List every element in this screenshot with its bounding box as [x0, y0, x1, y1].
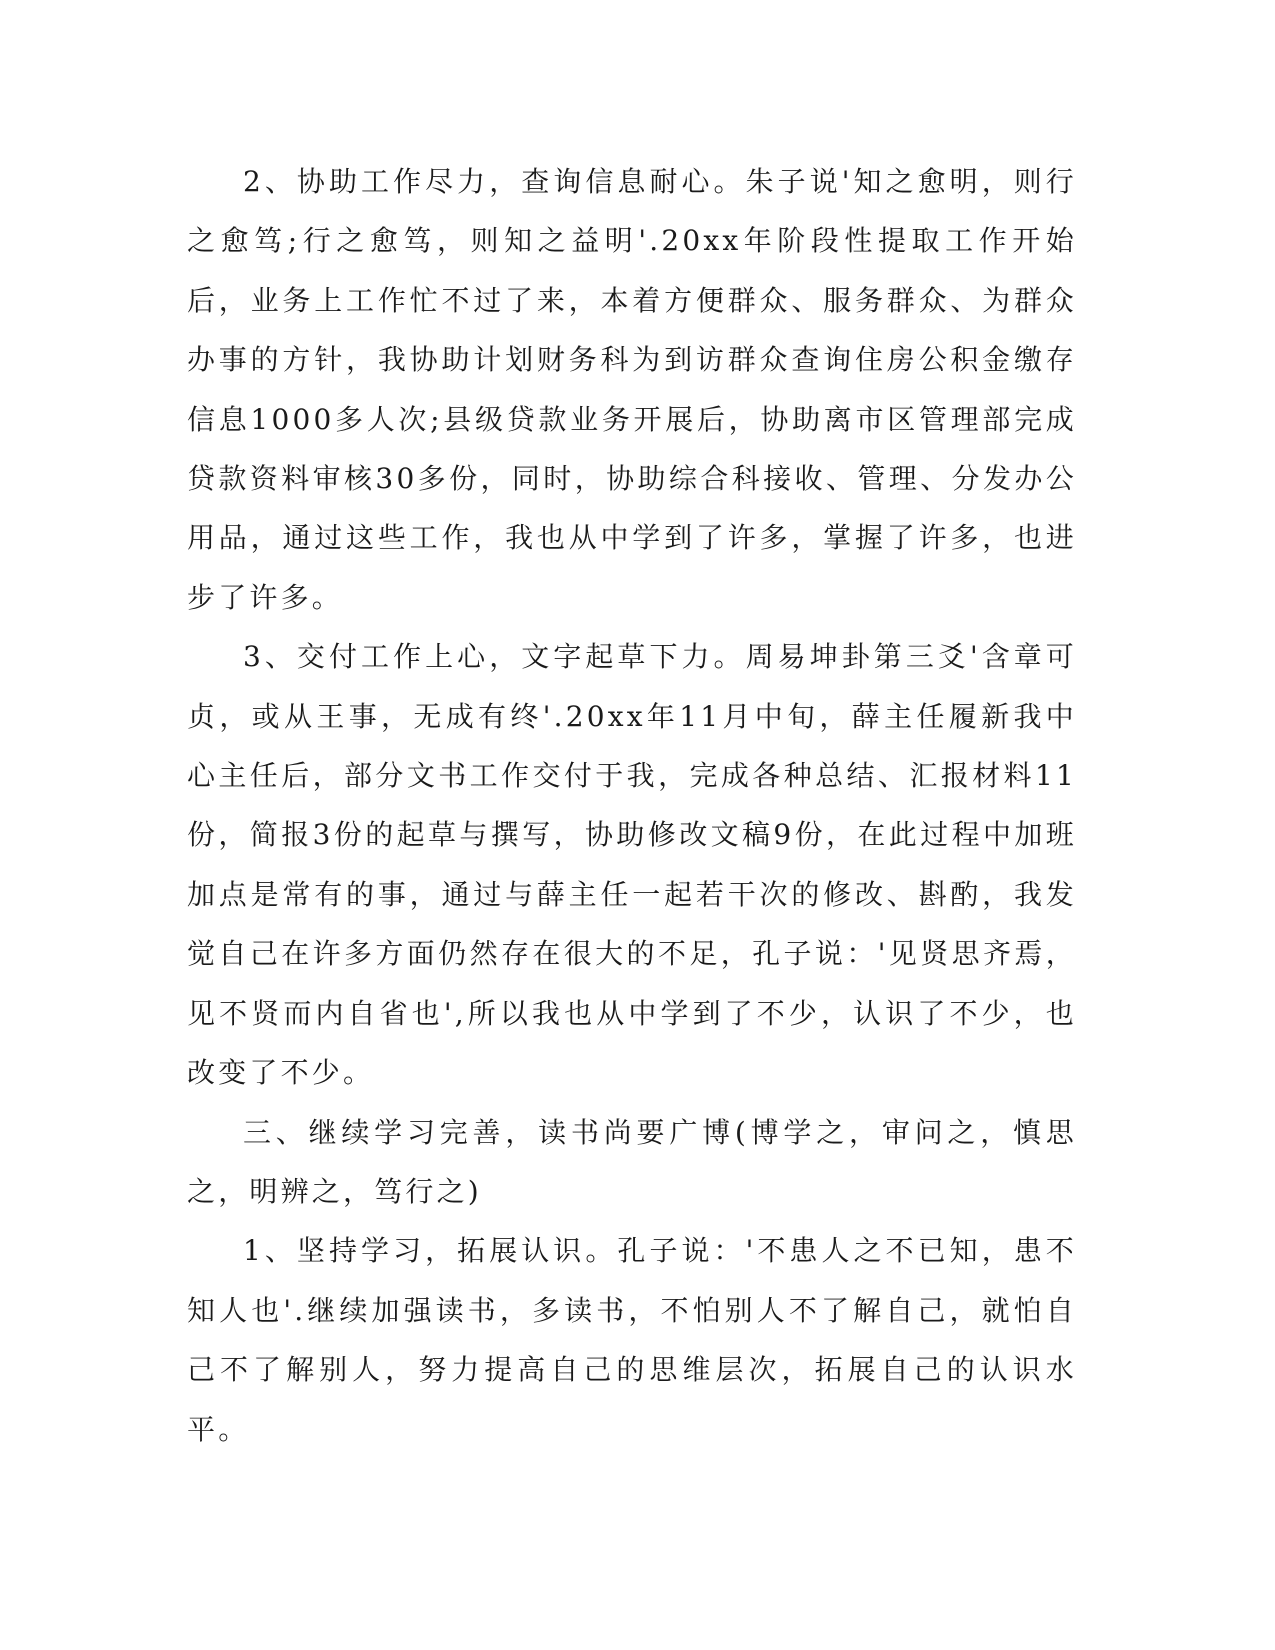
- document-body: [187, 152, 1077, 1459]
- paragraph-item-3-drafting-work: 3、交付工作上心，文字起草下力。周易坤卦第三爻'含章可贞，或从王事，无成有终'.20xx年11月中旬，薛主任履新我中心主任后，部分文书工作交付于我，完成各种总结、汇报材料11份，简报3份的起草与撰写，协助修改文稿9份，在此过程中加班加点是常有的事，通过与薛主任一起若干次的修改、斟酌，我发觉自己在许多方面仍然存在很大的不足，孔子说：'见贤思齐焉，见不贤而内自省也',所以我也从中学到了不少，认识了不少，也改变了不少。: [187, 640, 1077, 1090]
- paragraph-item-1-keep-learning: 1、坚持学习，拓展认识。孔子说：'不患人之不已知，患不知人也'.继续加强读书，多读书，不怕别人不了解自己，就怕自己不了解别人，努力提高自己的思维层次，拓展自己的认识水平。: [187, 1234, 1077, 1446]
- section-heading-continue-learning: 三、继续学习完善，读书尚要广博(博学之，审问之，慎思之，明辨之，笃行之): [187, 1115, 1077, 1208]
- paragraph-item-2-assist-work: 2、协助工作尽力，查询信息耐心。朱子说'知之愈明，则行之愈笃;行之愈笃，则知之益明'.20xx年阶段性提取工作开始后，业务上工作忙不过了来，本着方便群众、服务群众、为群众办事的方针，我协助计划财务科为到访群众查询住房公积金缴存信息1000多人次;县级贷款业务开展后，协助离市区管理部完成贷款资料审核30多份，同时，协助综合科接收、管理、分发办公用品，通过这些工作，我也从中学到了许多，掌握了许多，也进步了许多。: [187, 165, 1077, 614]
